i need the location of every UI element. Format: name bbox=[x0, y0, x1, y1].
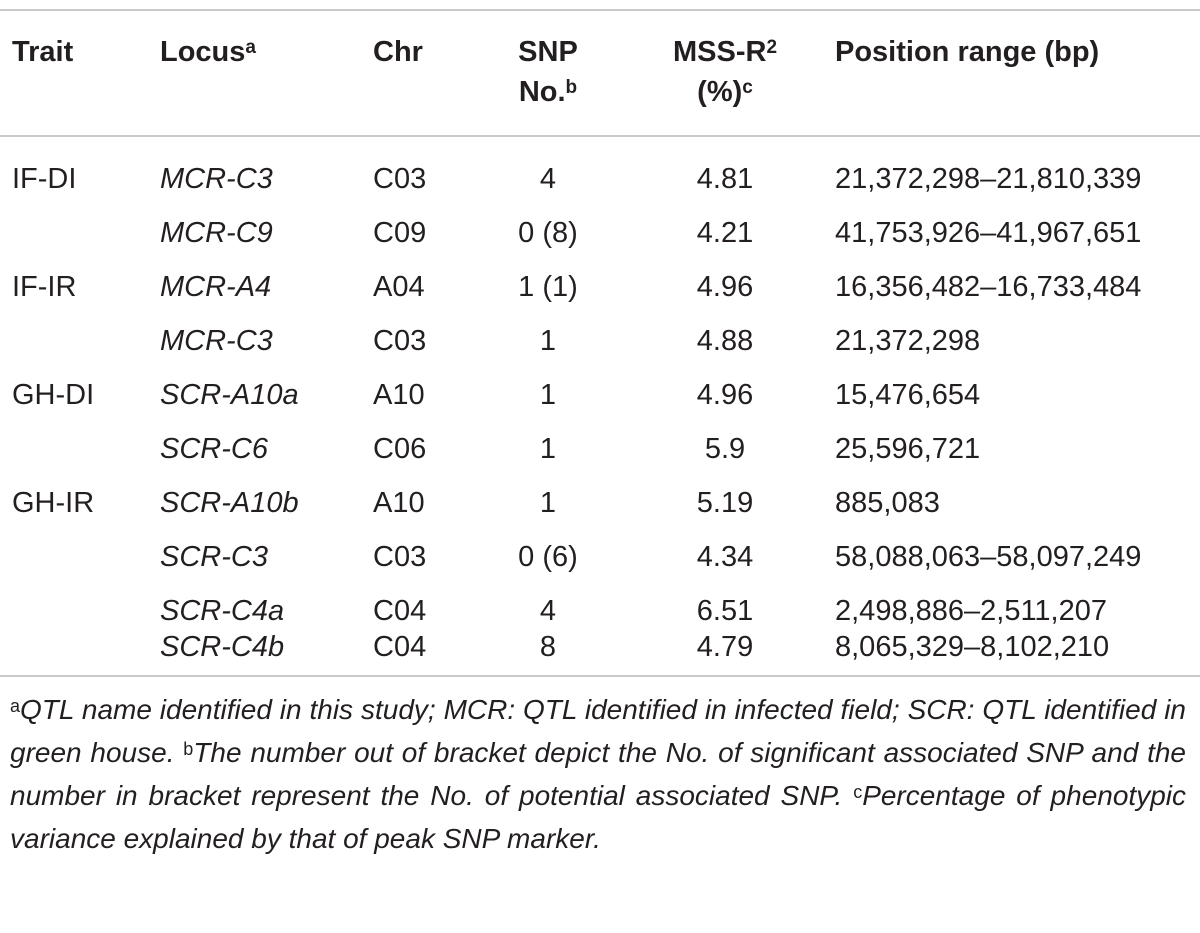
cell-snp: 8 bbox=[539, 631, 557, 663]
cell-snp: 4 bbox=[539, 595, 557, 627]
cell-locus: SCR-C6 bbox=[160, 433, 268, 465]
header-position: Position range (bp) bbox=[835, 36, 1100, 68]
cell-position: 21,372,298–21,810,339 bbox=[835, 163, 1142, 195]
cell-position: 8,065,329–8,102,210 bbox=[835, 631, 1110, 663]
cell-chr: A10 bbox=[373, 379, 425, 411]
cell-snp: 1 bbox=[539, 487, 557, 519]
table-top-rule bbox=[0, 9, 1200, 11]
cell-locus: SCR-A10b bbox=[160, 487, 299, 519]
cell-locus: MCR-C3 bbox=[160, 325, 273, 357]
table-bottom-rule bbox=[0, 675, 1200, 677]
cell-mss: 5.19 bbox=[696, 487, 754, 519]
cell-chr: C06 bbox=[373, 433, 427, 465]
cell-chr: C04 bbox=[373, 631, 427, 663]
cell-locus: SCR-C4a bbox=[160, 595, 285, 627]
cell-snp: 1 bbox=[539, 379, 557, 411]
cell-chr: A04 bbox=[373, 271, 425, 303]
cell-position: 2,498,886–2,511,207 bbox=[835, 595, 1108, 627]
cell-locus: SCR-C4b bbox=[160, 631, 285, 663]
cell-trait: IF-DI bbox=[12, 163, 77, 195]
table-footnotes bbox=[10, 688, 1186, 860]
cell-mss: 4.88 bbox=[696, 325, 754, 357]
table-header-rule bbox=[0, 135, 1200, 137]
header-snp: SNP No.$^b$ bbox=[518, 36, 578, 108]
cell-chr: C03 bbox=[373, 325, 427, 357]
footnote-c-mark: c bbox=[853, 782, 863, 802]
cell-snp: 1 bbox=[539, 325, 557, 357]
cell-chr: C03 bbox=[373, 541, 427, 573]
cell-chr: C04 bbox=[373, 595, 427, 627]
cell-locus: SCR-A10a bbox=[160, 379, 299, 411]
cell-snp: 0 (8) bbox=[518, 217, 578, 249]
cell-locus: MCR-C3 bbox=[160, 163, 273, 195]
header-mss-r2: MSS-$R^2$ (%)$^c$ bbox=[672, 36, 778, 108]
cell-trait: GH-DI bbox=[12, 379, 95, 411]
cell-mss: 4.81 bbox=[696, 163, 754, 195]
cell-mss: 4.79 bbox=[696, 631, 754, 663]
footnote-a-mark: a bbox=[10, 696, 21, 716]
cell-mss: 4.21 bbox=[696, 217, 754, 249]
header-trait: Trait bbox=[12, 36, 74, 68]
cell-trait: GH-IR bbox=[12, 487, 95, 519]
footnote-c: Percentage of phenotypic variance explained by that of peak SNP marker. bbox=[10, 780, 1186, 854]
footnote-b-mark: b bbox=[183, 739, 194, 759]
cell-position: 41,753,926–41,967,651 bbox=[835, 217, 1142, 249]
cell-chr: A10 bbox=[373, 487, 425, 519]
cell-snp: 0 (6) bbox=[518, 541, 578, 573]
cell-mss: 4.96 bbox=[696, 379, 754, 411]
cell-chr: C09 bbox=[373, 217, 427, 249]
cell-chr: C03 bbox=[373, 163, 427, 195]
header-chr: Chr bbox=[373, 36, 423, 68]
cell-mss: 4.96 bbox=[696, 271, 754, 303]
cell-snp: 4 bbox=[539, 163, 557, 195]
cell-locus: MCR-C9 bbox=[160, 217, 273, 249]
cell-position: 16,356,482–16,733,484 bbox=[835, 271, 1142, 303]
cell-snp: 1 bbox=[539, 433, 557, 465]
cell-position: 25,596,721 bbox=[835, 433, 981, 465]
cell-snp: 1 (1) bbox=[518, 271, 578, 303]
cell-position: 58,088,063–58,097,249 bbox=[835, 541, 1142, 573]
cell-locus: SCR-C3 bbox=[160, 541, 268, 573]
cell-position: 885,083 bbox=[835, 487, 940, 519]
footnote-b: The number out of bracket depict the No. of significant associated SNP and the number in bracket represent the No. of potential associated SNP. bbox=[10, 737, 1186, 811]
cell-mss: 4.34 bbox=[696, 541, 754, 573]
footnote-a: QTL name identified in this study; MCR: QTL identified in infected field; SCR: QTL identified in green house. bbox=[10, 694, 1186, 768]
cell-mss: 6.51 bbox=[696, 595, 754, 627]
cell-mss: 5.9 bbox=[704, 433, 746, 465]
cell-locus: MCR-A4 bbox=[160, 271, 272, 303]
cell-trait: IF-IR bbox=[12, 271, 77, 303]
cell-position: 21,372,298 bbox=[835, 325, 981, 357]
cell-position: 15,476,654 bbox=[835, 379, 981, 411]
header-locus: Locus$^a$ bbox=[160, 36, 256, 68]
